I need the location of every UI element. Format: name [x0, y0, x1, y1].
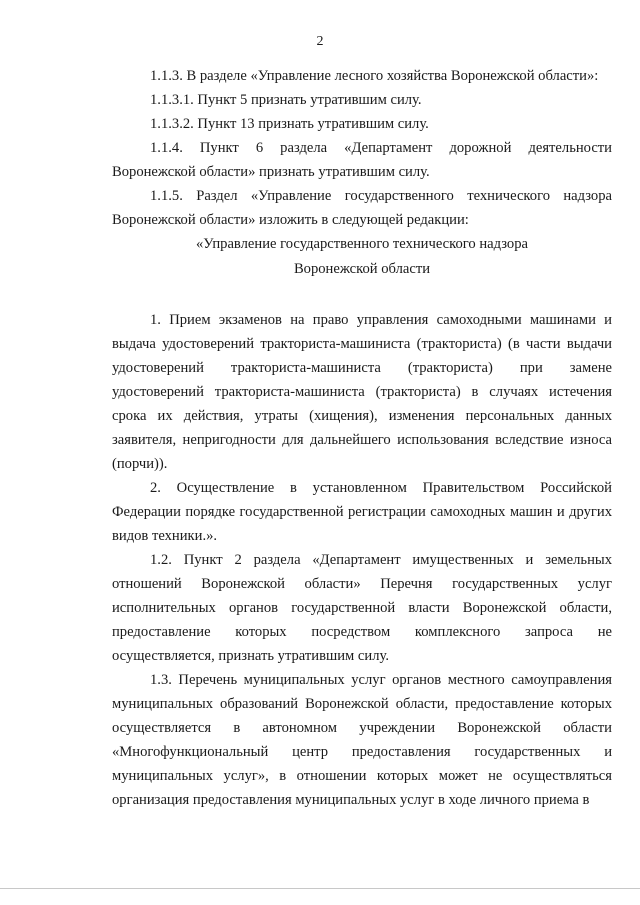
- page-number: 2: [316, 34, 324, 49]
- scan-edge-line: [0, 888, 640, 889]
- blank-line: [112, 282, 612, 308]
- paragraph-1-1-3: 1.1.3. В разделе «Управление лесного хозяйства Воронежской области»:: [150, 68, 599, 84]
- document-body: [112, 64, 612, 812]
- paragraph-1-1-3-2: 1.1.3.2. Пункт 13 признать утратившим силу.: [150, 116, 429, 132]
- service-item-1: 1. Прием экзаменов на право управления самоходными машинами и выдача удостоверений тракториста-машиниста (тракториста) (в части выдачи удостоверений тракториста-машиниста (тракториста) при замене удостоверений тракториста-машиниста (тракториста) в случаях истечения срока их действия, утраты (хищения), изменения персональных данных заявителя, непригодности для дальнейшего использования вследствие износа (порчи)).: [112, 312, 612, 472]
- paragraph-1-2: 1.2. Пункт 2 раздела «Департамент имущественных и земельных отношений Воронежской области» Перечня государственных услуг исполнительных органов государственной власти Воронежской области, предоставление которых посредством комплексного запроса не осуществляется, признать утратившим силу.: [112, 552, 612, 664]
- paragraph-1-1-5: 1.1.5. Раздел «Управление государственного технического надзора Воронежской области» изложить в следующей редакции:: [112, 188, 612, 228]
- section-title-line2: Воронежской области: [293, 261, 431, 277]
- section-title-line1: «Управление государственного технического надзора: [196, 236, 528, 252]
- service-item-2: 2. Осуществление в установленном Правительством Российской Федерации порядке государственной регистрации самоходных машин и других видов техники.».: [112, 480, 612, 544]
- paragraph-1-1-4: 1.1.4. Пункт 6 раздела «Департамент дорожной деятельности Воронежской области» признать утратившим силу.: [112, 140, 612, 180]
- paragraph-1-3: 1.3. Перечень муниципальных услуг органов местного самоуправления муниципальных образований Воронежской области, предоставление которых осуществляется в автономном учреждении Воронежской области «Многофункциональный центр предоставления государственных и муниципальных услуг», в отношении которых может не осуществляться организация предоставления муниципальных услуг в ходе личного приема в: [112, 672, 612, 808]
- paragraph-1-1-3-1: 1.1.3.1. Пункт 5 признать утратившим силу.: [150, 92, 422, 108]
